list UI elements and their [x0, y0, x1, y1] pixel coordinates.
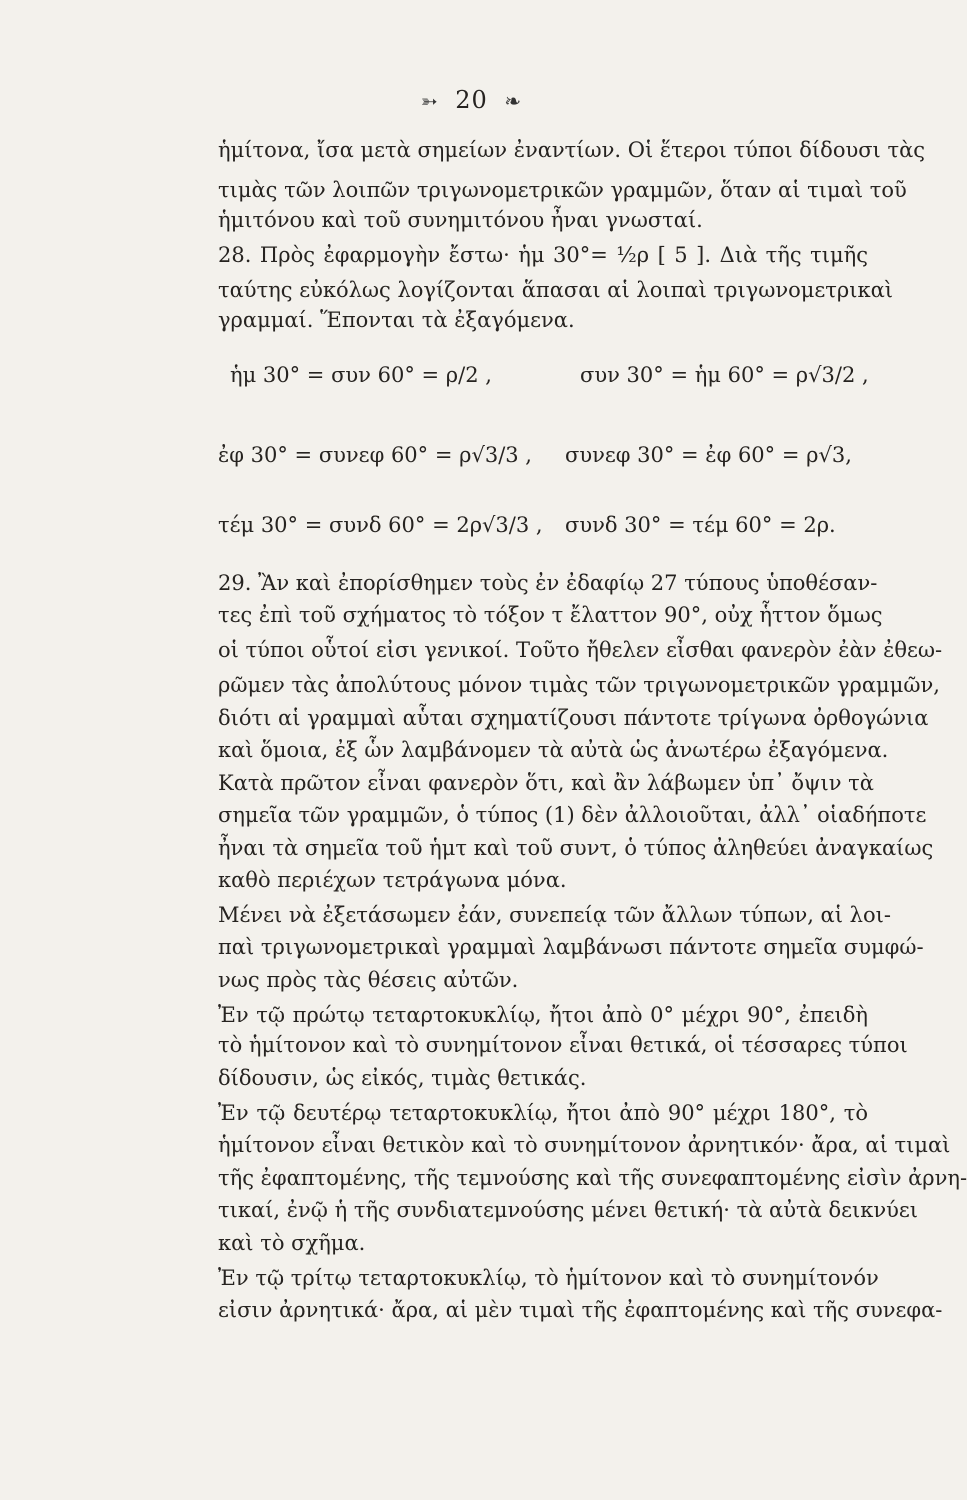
text-line: καθὸ περιέχων τετράγωνα μόνα. — [218, 868, 567, 892]
text-line: ἦναι τὰ σημεῖα τοῦ ἡμτ καὶ τοῦ συντ, ὁ τύπος ἀληθεύει ἀναγκαίως — [218, 836, 934, 860]
text-line: ρῶμεν τὰς ἀπολύτους μόνον τιμὰς τῶν τριγωνομετρικῶν γραμμῶν, — [218, 673, 940, 697]
text-line: Ἐν τῷ πρώτῳ τεταρτοκυκλίῳ, ἤτοι ἀπὸ 0° μέχρι 90°, ἐπειδὴ — [218, 1003, 868, 1027]
text-line: 29. Ἂν καὶ ἐπορίσθημεν τοὺς ἐν ἐδαφίῳ 27 τύπους ὑποθέσαν- — [218, 571, 878, 595]
text-line: καὶ ὅμοια, ἐξ ὧν λαμβάνομεν τὰ αὐτὰ ὡς ἀνωτέρω ἐξαγόμενα. — [218, 738, 889, 762]
text-line: ἡμιτόνου καὶ τοῦ συνημιτόνου ἦναι γνωσταί. — [218, 208, 703, 232]
text-line: τῆς ἐφαπτομένης, τῆς τεμνούσης καὶ τῆς συνεφαπτομένης εἰσὶν ἀρνη- — [218, 1166, 967, 1190]
text-line: ἡμίτονον εἶναι θετικὸν καὶ τὸ συνημίτονον ἀρνητικόν· ἄρα, αἱ τιμαὶ — [218, 1133, 951, 1157]
text-line: Μένει νὰ ἐξετάσωμεν ἐάν, συνεπείᾳ τῶν ἄλλων τύπων, αἱ λοι- — [218, 903, 891, 927]
page-header — [0, 86, 943, 114]
text-line: γραμμαί. Ἕπονται τὰ ἐξαγόμενα. — [218, 308, 575, 332]
text-line: δίδουσιν, ὡς εἰκός, τιμὰς θετικάς. — [218, 1066, 587, 1090]
text-line: τικαί, ἐνῷ ἡ τῆς συνδιατεμνούσης μένει θετική· τὰ αὐτὰ δεικνύει — [218, 1198, 919, 1222]
text-line: νως πρὸς τὰς θέσεις αὐτῶν. — [218, 968, 519, 992]
text-line: Ἐν τῷ δευτέρῳ τεταρτοκυκλίῳ, ἤτοι ἀπὸ 90° μέχρι 180°, τὸ — [218, 1101, 868, 1125]
text-line: διότι αἱ γραμμαὶ αὗται σχηματίζουσι πάντοτε τρίγωνα ὀρθογώνια — [218, 706, 929, 730]
text-line: ταύτης εὐκόλως λογίζονται ἅπασαι αἱ λοιπαὶ τριγωνομετρικαὶ — [218, 278, 894, 302]
formula: συνεφ 30° = ἐφ 60° = ρ√3, — [565, 443, 852, 467]
text-line: παὶ τριγωνομετρικαὶ γραμμαὶ λαμβάνωσι πάντοτε σημεῖα συμφώ- — [218, 935, 924, 959]
formula: ἐφ 30° = συνεφ 60° = ρ√3/3 , — [218, 443, 532, 467]
text-line: τιμὰς τῶν λοιπῶν τριγωνομετρικῶν γραμμῶν, ὅταν αἱ τιμαὶ τοῦ — [218, 178, 907, 202]
formula: συνδ 30° = τέμ 60° = 2ρ. — [565, 513, 836, 537]
formula: τέμ 30° = συνδ 60° = 2ρ√3/3 , — [218, 513, 543, 537]
text-line: 28. Πρὸς ἐφαρμογὴν ἔστω· ἡμ 30°= ½ρ [ 5 ]. Διὰ τῆς τιμῆς — [218, 243, 868, 267]
page-number: 20 — [455, 86, 488, 114]
text-line: τὸ ἡμίτονον καὶ τὸ συνημίτονον εἶναι θετικά, οἱ τέσσαρες τύποι — [218, 1033, 908, 1057]
text-line: καὶ τὸ σχῆμα. — [218, 1231, 366, 1255]
right-ornament-icon: ❧ — [504, 89, 523, 113]
text-line: Ἐν τῷ τρίτῳ τεταρτοκυκλίῳ, τὸ ἡμίτονον καὶ τὸ συνημίτονόν — [218, 1266, 879, 1290]
text-line: Κατὰ πρῶτον εἶναι φανερὸν ὅτι, καὶ ἂν λάβωμεν ὑπ᾽ ὄψιν τὰ — [218, 771, 874, 795]
left-ornament-icon: ➳ — [420, 89, 439, 113]
text-line: οἱ τύποι οὗτοί εἰσι γενικοί. Τοῦτο ἤθελεν εἶσθαι φανερὸν ἐὰν ἐθεω- — [218, 638, 943, 662]
text-line: ἡμίτονα, ἴσα μετὰ σημείων ἐναντίων. Οἱ ἕτεροι τύποι δίδουσι τὰς — [218, 138, 926, 162]
text-line: τες ἐπὶ τοῦ σχήματος τὸ τόξον τ ἔλαττον 90°, οὐχ ἧττον ὅμως — [218, 603, 883, 627]
text-line: σημεῖα τῶν γραμμῶν, ὁ τύπος (1) δὲν ἀλλοιοῦται, ἀλλ᾽ οἱαδήποτε — [218, 803, 927, 827]
text-line: εἰσιν ἀρνητικά· ἄρα, αἱ μὲν τιμαὶ τῆς ἐφαπτομένης καὶ τῆς συνεφα- — [218, 1298, 943, 1322]
formula: ἡμ 30° = συν 60° = ρ/2 , — [230, 363, 492, 387]
formula: συν 30° = ἡμ 60° = ρ√3/2 , — [580, 363, 869, 387]
